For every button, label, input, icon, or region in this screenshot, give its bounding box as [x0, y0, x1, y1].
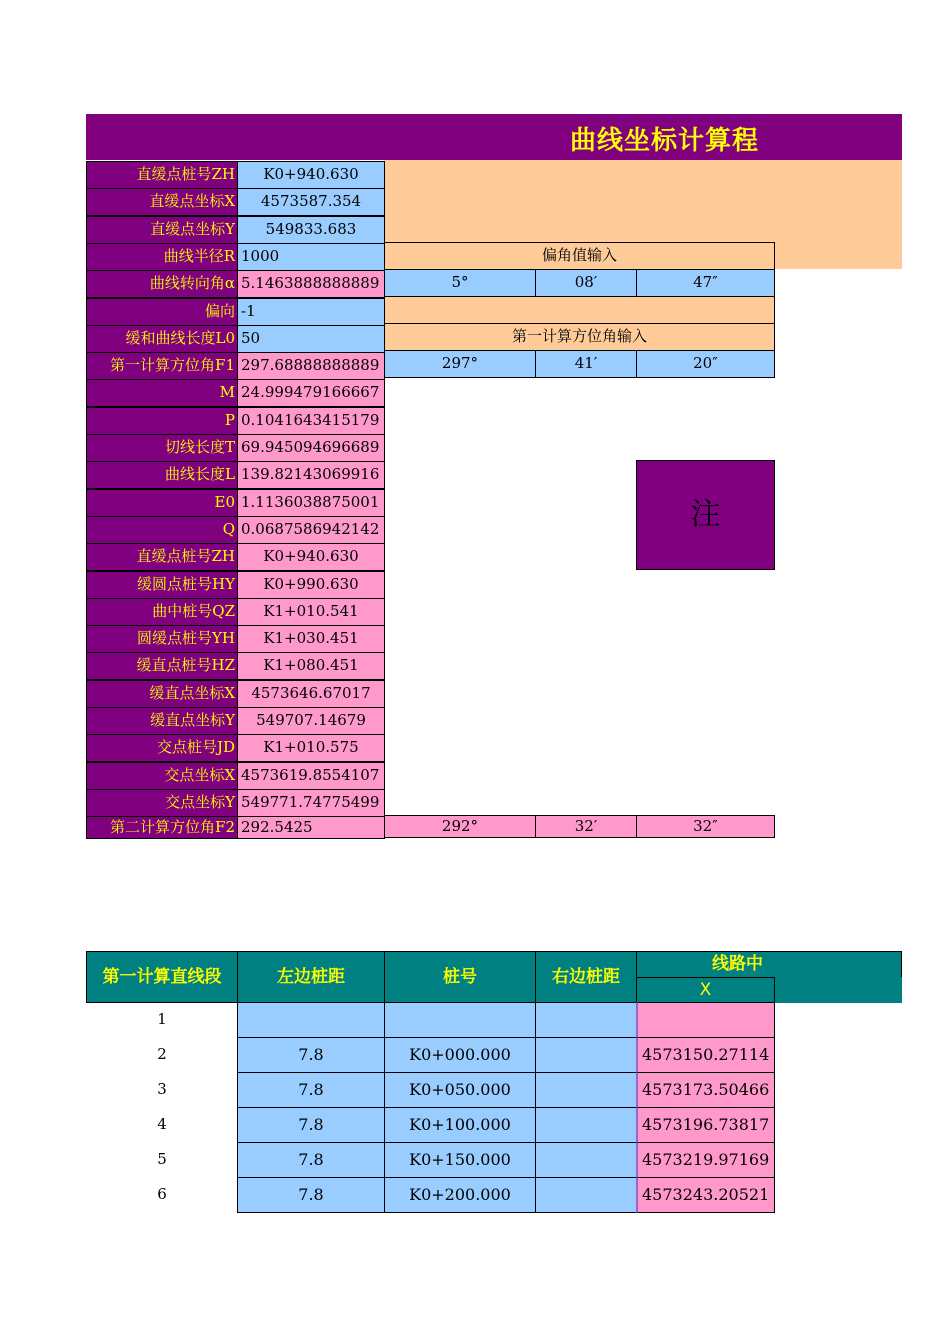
param-label: 缓圆点桩号HY: [86, 571, 238, 599]
right-distance-cell[interactable]: [535, 1072, 637, 1108]
station-cell[interactable]: K0+000.000: [384, 1037, 536, 1073]
station-cell[interactable]: K0+050.000: [384, 1072, 536, 1108]
param-value: 0.0687586942142: [237, 516, 385, 544]
row-number: 6: [157, 1185, 167, 1203]
right-distance-cell[interactable]: [535, 1142, 637, 1178]
param-value[interactable]: 50: [237, 325, 385, 353]
param-value: 549771.74775499: [237, 789, 385, 817]
param-label: 曲线长度L: [86, 461, 238, 489]
param-label: 直缓点桩号ZH: [86, 161, 238, 189]
azimuth1-degrees[interactable]: 297°: [384, 350, 536, 378]
azimuth2-seconds: 32″: [636, 815, 775, 838]
deflection-input-header: 偏角值输入: [384, 242, 775, 270]
param-label: 曲线转向角α: [86, 270, 238, 298]
param-label: 偏向: [86, 298, 238, 326]
param-label: 切线长度T: [86, 434, 238, 462]
param-value: K1+030.451: [237, 625, 385, 653]
param-label: 直缓点坐标Y: [86, 216, 238, 244]
col-header-left-distance: 左边桩距: [237, 951, 385, 1003]
station-cell[interactable]: K0+150.000: [384, 1142, 536, 1178]
station-cell[interactable]: K0+200.000: [384, 1177, 536, 1213]
param-label: 交点坐标Y: [86, 789, 238, 817]
left-distance-cell[interactable]: 7.8: [237, 1142, 385, 1178]
right-distance-cell[interactable]: [535, 1107, 637, 1143]
param-label: 第一计算方位角F1: [86, 352, 238, 380]
param-value[interactable]: -1: [237, 298, 385, 326]
left-distance-cell[interactable]: 7.8: [237, 1072, 385, 1108]
param-value: 5.1463888888889: [237, 270, 385, 298]
param-value: 139.82143069916: [237, 461, 385, 489]
deflection-degrees[interactable]: 5°: [384, 269, 536, 297]
param-label: 交点桩号JD: [86, 734, 238, 762]
param-value[interactable]: K0+940.630: [237, 161, 385, 189]
param-value: K1+010.541: [237, 598, 385, 626]
param-label: 交点坐标X: [86, 762, 238, 790]
center-x-cell: 4573243.20521: [636, 1177, 775, 1213]
left-distance-cell[interactable]: 7.8: [237, 1177, 385, 1213]
param-value: 1.1136038875001: [237, 489, 385, 517]
param-value: 292.5425: [237, 816, 385, 839]
center-x-cell: 4573196.73817: [636, 1107, 775, 1143]
center-x-cell: 4573173.50466: [636, 1072, 775, 1108]
sheet-title: 曲线坐标计算程: [570, 126, 760, 156]
col-header-center-fill: [775, 977, 902, 1003]
param-value: K0+990.630: [237, 571, 385, 599]
station-cell[interactable]: [384, 1002, 536, 1038]
center-x-cell: 4573150.27114: [636, 1037, 775, 1073]
param-label: 缓直点坐标X: [86, 680, 238, 708]
azimuth2-minutes: 32′: [535, 815, 637, 838]
param-label: E0: [86, 489, 238, 517]
param-value: 69.945094696689: [237, 434, 385, 462]
param-label: 曲中桩号QZ: [86, 598, 238, 626]
param-label: 第二计算方位角F2: [86, 816, 238, 839]
note-box: 注: [636, 460, 775, 570]
param-label: 直缓点桩号ZH: [86, 543, 238, 571]
param-value: 549707.14679: [237, 707, 385, 735]
col-header-x: X: [636, 977, 775, 1003]
row-number: 3: [157, 1080, 167, 1098]
left-distance-cell[interactable]: 7.8: [237, 1037, 385, 1073]
param-value: K0+940.630: [237, 543, 385, 571]
azimuth-input-header: 第一计算方位角输入: [384, 323, 775, 351]
station-cell[interactable]: K0+100.000: [384, 1107, 536, 1143]
param-value: 24.999479166667: [237, 379, 385, 407]
col-header-station: 桩号: [384, 951, 536, 1003]
param-value: 297.68888888889: [237, 352, 385, 380]
param-label: 曲线半径R: [86, 243, 238, 271]
param-label: 圆缓点桩号YH: [86, 625, 238, 653]
deflection-direction-blank: [384, 296, 775, 324]
right-distance-cell[interactable]: [535, 1002, 637, 1038]
left-distance-cell[interactable]: 7.8: [237, 1107, 385, 1143]
right-distance-cell[interactable]: [535, 1037, 637, 1073]
col-header-segment: 第一计算直线段: [86, 951, 238, 1003]
param-label: Q: [86, 516, 238, 544]
param-value[interactable]: 1000: [237, 243, 385, 271]
param-label: 缓直点桩号HZ: [86, 652, 238, 680]
param-label: 缓直点坐标Y: [86, 707, 238, 735]
col-header-center-line: 线路中: [636, 951, 902, 978]
col-header-right-distance: 右边桩距: [535, 951, 637, 1003]
param-label: 缓和曲线长度L0: [86, 325, 238, 353]
row-number: 5: [157, 1150, 167, 1168]
row-number: 4: [157, 1115, 167, 1133]
azimuth1-minutes[interactable]: 41′: [535, 350, 637, 378]
param-label: 直缓点坐标X: [86, 188, 238, 216]
param-value: 4573619.8554107: [237, 762, 385, 790]
center-x-cell: [636, 1002, 775, 1038]
param-value: 0.1041643415179: [237, 407, 385, 435]
deflection-seconds[interactable]: 47″: [636, 269, 775, 297]
right-distance-cell[interactable]: [535, 1177, 637, 1213]
param-value[interactable]: 4573587.354: [237, 188, 385, 216]
param-label: P: [86, 407, 238, 435]
param-value: K1+010.575: [237, 734, 385, 762]
sheet-title-bar: [86, 114, 902, 160]
row-number: 2: [157, 1045, 167, 1063]
row-number: 1: [157, 1010, 167, 1028]
azimuth1-seconds[interactable]: 20″: [636, 350, 775, 378]
azimuth2-degrees: 292°: [384, 815, 536, 838]
param-value[interactable]: 549833.683: [237, 216, 385, 244]
deflection-minutes[interactable]: 08′: [535, 269, 637, 297]
center-x-cell: 4573219.97169: [636, 1142, 775, 1178]
param-label: M: [86, 379, 238, 407]
param-value: K1+080.451: [237, 652, 385, 680]
left-distance-cell[interactable]: [237, 1002, 385, 1038]
param-value: 4573646.67017: [237, 680, 385, 708]
